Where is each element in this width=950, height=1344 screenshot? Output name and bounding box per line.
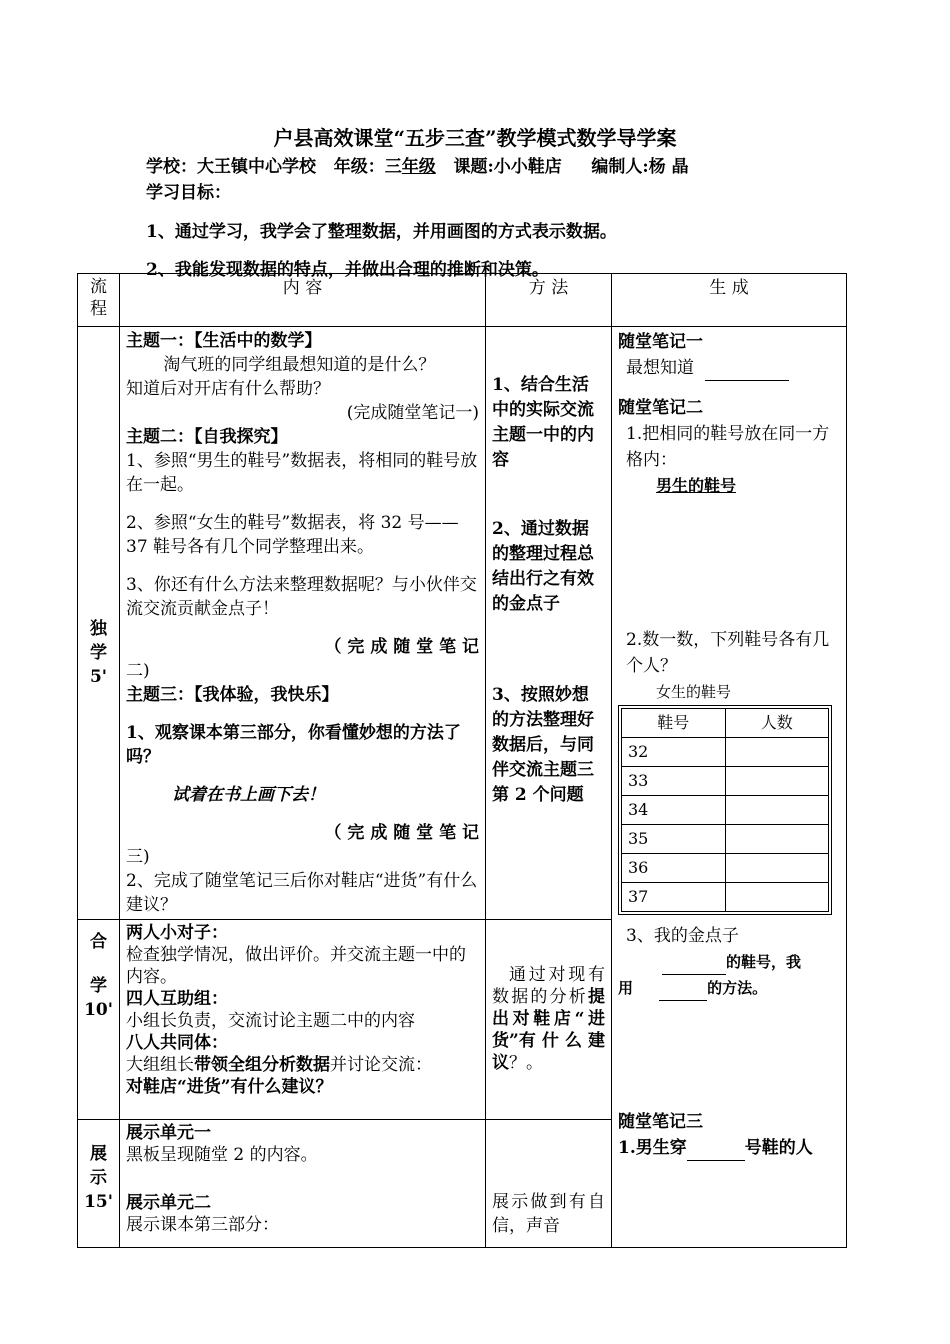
coop-label-b: 学 [90, 976, 107, 996]
size-cell: 32 [622, 738, 726, 767]
theme3-item-1: 1、观察课本第三部分，你看懂妙想的方法了吗？ [126, 723, 461, 767]
coop-method: 通过对现有数据的分析提出对鞋店“进货”有 什 么 建 议？。 [492, 965, 605, 1073]
count-cell[interactable] [725, 854, 829, 883]
show-time: 15' [84, 1192, 113, 1212]
note2-item-2: 2.数一数，下列鞋号各有几个人？ [626, 630, 830, 676]
grade-value: 年级 [401, 157, 436, 177]
self-study-row [78, 327, 847, 920]
goal-item-1: 1、通过学习，我学会了整理数据，并用画图的方式表示数据。 [146, 222, 617, 242]
size-cell: 37 [622, 883, 726, 912]
count-cell[interactable] [725, 796, 829, 825]
note1-heading: 随堂笔记一 [618, 332, 703, 352]
theme3-note-end: 三) [126, 847, 150, 867]
gold-idea-line-2: 用 的方法。 [618, 975, 840, 1001]
unit1-heading: 展示单元一 [126, 1123, 211, 1143]
size-cell: 36 [622, 854, 726, 883]
theme1-heading: 主题一：【生活中的数学】 [126, 331, 322, 351]
boys-shoe-title: 男生的鞋号 [656, 476, 737, 495]
header-method: 方 法 [486, 274, 612, 327]
show-label-b: 示 [90, 1168, 107, 1188]
eight-heading: 八人共同体： [126, 1033, 228, 1053]
author-label: 编制人:杨 晶 [591, 157, 689, 177]
gold-idea-line-1: 的鞋号，我 [618, 949, 840, 975]
show-label [78, 1120, 120, 1248]
count-cell[interactable] [725, 738, 829, 767]
table-row [622, 738, 829, 767]
theme1-body-2: 知道后对开店有什么帮助？ [126, 379, 330, 399]
coop-label-a: 合 [90, 932, 107, 952]
show-content [120, 1120, 486, 1248]
method-3: 3、按照妙想的方法整理好数据后，与同伴交流主题三第 2 个问题 [492, 685, 594, 805]
note1-body: 最想知道 [618, 355, 840, 381]
coop-study-content [120, 920, 486, 1120]
eight-question: 对鞋店“进货”有什么建议？ [126, 1077, 333, 1097]
note3-item-1: 1.男生穿 号鞋的人 [618, 1135, 840, 1161]
method-1: 1、结合生活中的实际交流主题一中的内容 [492, 375, 594, 470]
girls-shoe-table [618, 705, 832, 915]
goal-item-2: 2、我能发现数据的特点，并做出合理的推断和决策。 [146, 260, 549, 280]
method-2: 2、通过数据的整理过程总结出行之有效的金点子 [492, 519, 594, 614]
theme2-item-2: 2、参照“女生的鞋号”数据表，将 32 号——37 鞋号各有几个同学整理出来。 [126, 513, 459, 557]
page-title: 户县高效课堂“五步三查”教学模式数学导学案 [273, 126, 677, 150]
self-label-b: 学 [90, 643, 107, 663]
note2-heading: 随堂笔记二 [618, 398, 703, 418]
size-cell: 33 [622, 767, 726, 796]
four-body: 小组长负责，交流讨论主题二中的内容 [126, 1011, 415, 1031]
lesson-table [77, 273, 847, 1248]
theme2-item-1: 1、参照“男生的鞋号”数据表，将相同的鞋号放在一起。 [126, 451, 478, 495]
self-study-methods [486, 327, 612, 920]
theme1-note: (完成随堂笔记一) [346, 403, 479, 423]
col-size: 鞋号 [622, 709, 726, 738]
header-output: 生 成 [612, 274, 847, 327]
count-cell[interactable] [725, 767, 829, 796]
pair-body: 检查独学情况，做出评价。并交流主题一中的内容。 [126, 945, 466, 987]
topic-label: 课题:小小鞋店 [453, 157, 562, 177]
show-method-text: 展示做到有自信，声音 [492, 1192, 605, 1236]
meta-line [146, 152, 689, 177]
goals-heading: 学习目标： [146, 183, 231, 203]
self-study-label [78, 327, 120, 920]
theme3-heading: 主题三：【我体验，我快乐】 [126, 685, 339, 705]
size-cell: 35 [622, 825, 726, 854]
note3-heading: 随堂笔记三 [618, 1112, 703, 1132]
col-count: 人数 [725, 709, 829, 738]
count-cell[interactable] [725, 825, 829, 854]
size-cell: 34 [622, 796, 726, 825]
theme3-try: 试着在书上画下去！ [172, 785, 325, 805]
note2-item-1: 1.把相同的鞋号放在同一方格内： [626, 424, 830, 470]
four-heading: 四人互助组： [126, 989, 228, 1009]
eight-body: 大组组长带领全组分析数据并讨论交流： [126, 1055, 432, 1075]
pair-heading: 两人小对子： [126, 923, 228, 943]
theme2-heading: 主题二：【自我探究】 [126, 427, 288, 447]
theme1-body-1: 淘气班的同学组最想知道的是什么？ [163, 355, 436, 375]
theme2-note-end: 二) [126, 661, 150, 681]
theme2-item-3: 3、你还有什么方法来整理数据呢？与小伙伴交流交流贡献金点子！ [126, 575, 477, 619]
self-time: 5' [89, 667, 108, 687]
table-header-row [78, 274, 847, 327]
notes-column [612, 327, 847, 1248]
coop-time: 10' [84, 1000, 113, 1020]
table-row [622, 825, 829, 854]
girls-table-header [622, 709, 829, 738]
unit2-body: 展示课本第三部分： [126, 1215, 279, 1235]
school-label: 学校：大王镇中心学校 [146, 157, 316, 177]
table-row [622, 796, 829, 825]
grade-label: 年级：三 [333, 157, 402, 177]
theme2-note: （ 完 成 随 堂 笔 记 [324, 637, 479, 657]
coop-study-label [78, 920, 120, 1120]
theme3-item-2: 2、完成了随堂笔记三后你对鞋店“进货”有什么建议？ [126, 871, 478, 915]
header-process: 流 程 [78, 274, 120, 327]
table-row [622, 767, 829, 796]
theme3-note: （ 完 成 随 堂 笔 记 [324, 823, 479, 843]
unit2-heading: 展示单元二 [126, 1193, 211, 1213]
show-method [486, 1120, 612, 1248]
table-row [622, 883, 829, 912]
coop-study-method [486, 920, 612, 1120]
girls-shoe-title: 女生的鞋号 [656, 683, 732, 701]
count-cell[interactable] [725, 883, 829, 912]
note2-item-3: 3、我的金点子 [626, 926, 739, 946]
self-study-content [120, 327, 486, 920]
table-row [622, 854, 829, 883]
show-label-a: 展 [90, 1144, 107, 1164]
unit1-body: 黑板呈现随堂 2 的内容。 [126, 1145, 318, 1165]
header-content: 内 容 [120, 274, 486, 327]
self-label-a: 独 [90, 619, 107, 639]
